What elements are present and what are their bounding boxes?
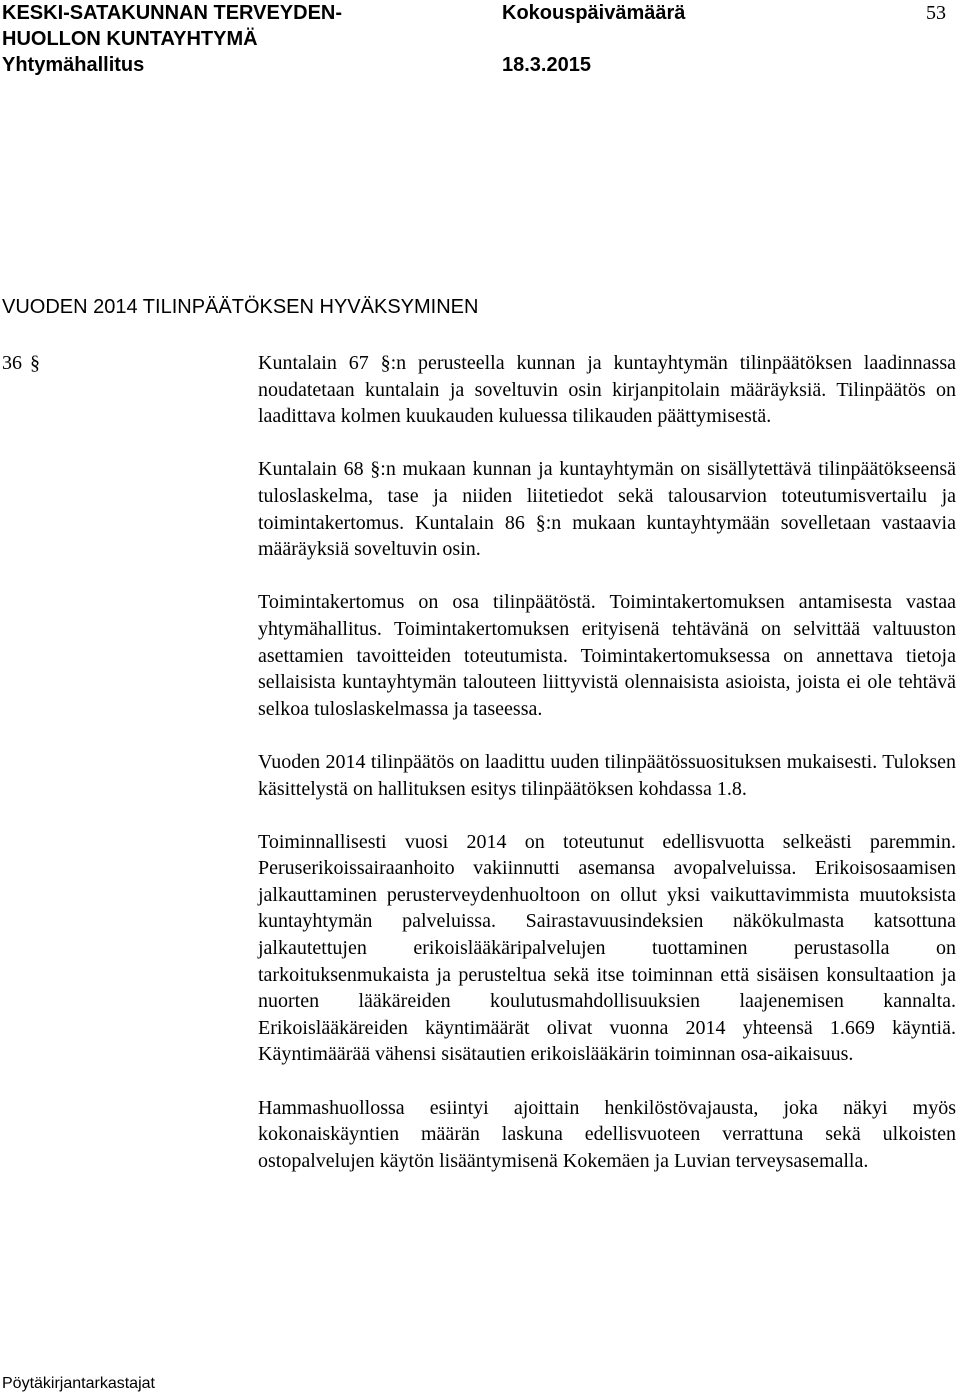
paragraph-legal-basis: Kuntalain 67 §:n perusteella kunnan ja kuntayhtymän tilinpäätöksen laadinnassa noudatetaan kuntalain ja soveltuvin osin kirjanpitolain määräyksiä. Tilinpäätös on laadittava kolmen kuukauden kuluessa tilikauden päättymisestä.: [258, 352, 956, 428]
document-title: VUODEN 2014 TILINPÄÄTÖKSEN HYVÄKSYMINEN: [2, 296, 479, 318]
header-body-name: Yhtymähallitus: [2, 54, 145, 76]
header-meeting-date: 18.3.2015: [502, 54, 591, 76]
section-marker: [2, 350, 40, 376]
document-body: [258, 350, 956, 1174]
page-number: 53: [926, 2, 946, 24]
header-date-label: Kokouspäivämäärä: [502, 2, 686, 24]
paragraph-recommendation: Vuoden 2014 tilinpäätös on laadittu uuden tilinpäätössuosituksen mukaisesti. Tuloksen käsittelystä on hallituksen esitys tilinpäätöksen kohdassa 1.8.: [258, 750, 956, 800]
paragraph-dental-care: Hammashuollossa esiintyi ajoittain henkilöstövajausta, joka näkyi myös kokonaiskäyntien määrän laskuna edellisvuoteen verrattuna sekä ulkoisten ostopalvelujen käytön lisääntymisenä Kokemäen ja Luvian terveysasemalla.: [258, 1096, 956, 1172]
header-organization-line1: KESKI-SATAKUNNAN TERVEYDEN-: [2, 2, 343, 24]
footer-minutes-examiners: Pöytäkirjantarkastajat: [2, 1375, 155, 1392]
section-symbol: §: [30, 352, 40, 374]
paragraph-activity-report: Toimintakertomus on osa tilinpäätöstä. Toimintakertomuksen antamisesta vastaa yhtymähallitus. Toimintakertomuksen erityisenä tehtävänä on selvittää valtuuston asettamien tavoitteiden toteutumista. Toimintakertomuksessa on annettava tietoja sellaisista kuntayhtymän talouteen liittyvistä olennaisista asioista, joista ei ole tehtävä selkoa tuloslaskelmassa ja taseessa.: [258, 591, 956, 720]
header-organization-line2: HUOLLON KUNTAYHTYMÄ: [2, 28, 258, 50]
paragraph-operations-2014: Toiminnallisesti vuosi 2014 on toteutunut edellisvuotta selkeästi paremmin. Peruserikoissairaanhoito vakiinnutti asemansa avopalveluissa. Erikoisosaamisen jalkauttaminen perusterveydenhuoltoon on ollut yksi vaikuttavimmista muutoksista kuntayhtymän palveluissa. Sairastavuusindeksien näkökulmasta katsottuna jalkautettujen erikoislääkäripalvelujen tuottaminen perustasolla on tarkoituksenmukaista ja perusteltua sekä itse toiminnan että sisäisen konsultaation ja nuorten lääkäreiden koulutusmahdollisuuksien laajenemisen kannalta. Erikoislääkäreiden käyntimäärät olivat vuonna 2014 yhteensä 1.669 käyntiä. Käyntimäärää vähensi sisätautien erikoislääkärin toiminnan osa-aikaisuus.: [258, 830, 956, 1066]
section-number: 36: [2, 352, 22, 374]
paragraph-contents-requirements: Kuntalain 68 §:n mukaan kunnan ja kuntayhtymän on sisällytettävä tilinpäätökseensä tuloslaskelma, tase ja niiden liitetiedot sekä talousarvion toteutumisvertailu ja toimintakertomus. Kuntalain 86 §:n mukaan kuntayhtymään sovelletaan vastaavia määräyksiä soveltuvin osin.: [258, 458, 956, 561]
